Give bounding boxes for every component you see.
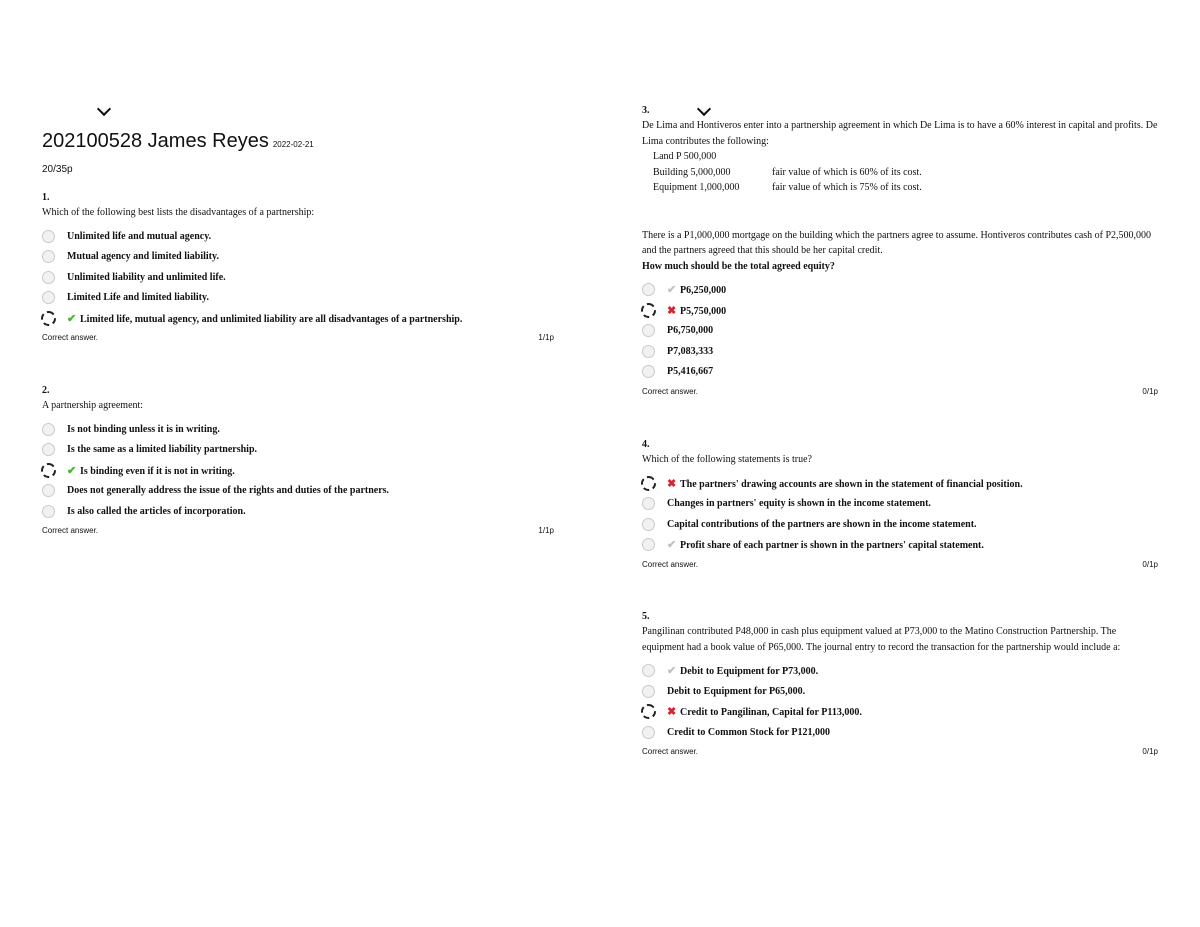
answer-option[interactable] <box>42 481 554 502</box>
points: 1/1p <box>538 526 554 536</box>
option-label: P5,416,667 <box>667 366 714 378</box>
option-label: Credit to Common Stock for P121,000 <box>667 726 830 738</box>
page-title <box>42 130 314 153</box>
option-label: Unlimited life and mutual agency. <box>67 230 212 242</box>
option-label: Is also called the articles of incorporation. <box>67 505 246 517</box>
points: 1/1p <box>538 333 554 343</box>
option-label: Changes in partners' equity is shown in the income statement. <box>667 498 931 510</box>
radio-button[interactable] <box>42 484 55 497</box>
submission-date: 2022-02-21 <box>272 140 314 149</box>
radio-button[interactable] <box>42 423 55 436</box>
answer-option[interactable] <box>42 502 554 523</box>
radio-button[interactable] <box>42 443 55 456</box>
points: 0/1p <box>1142 559 1158 569</box>
check-icon: ✔ <box>667 665 677 677</box>
answer-option[interactable] <box>642 682 1158 703</box>
radio-button[interactable] <box>42 250 55 263</box>
question-footer <box>642 560 1158 574</box>
question-text: Which of the following best lists the disadvantages of a partnership: <box>42 207 315 218</box>
feedback-text: Correct answer. <box>42 333 99 343</box>
check-icon: ✔ <box>667 284 677 296</box>
question-number: 2. <box>42 385 50 396</box>
question-prompt: How much should be the total agreed equity? <box>642 260 835 272</box>
answer-option[interactable] <box>642 515 1158 536</box>
answer-options <box>642 474 1158 556</box>
radio-button[interactable] <box>642 365 655 378</box>
answer-options <box>642 280 1158 383</box>
cross-icon: ✖ <box>667 304 677 317</box>
radio-button[interactable] <box>42 505 55 518</box>
question-number: 1. <box>42 192 50 203</box>
answer-option[interactable] <box>642 342 1158 363</box>
points: 0/1p <box>1142 386 1158 396</box>
points: 0/1p <box>1142 747 1158 757</box>
feedback-text: Correct answer. <box>642 747 699 757</box>
answer-option[interactable] <box>642 362 1158 383</box>
check-icon: ✔ <box>67 464 77 477</box>
question-number: 3. <box>642 105 650 116</box>
option-label: Unlimited liability and unlimited life. <box>67 271 226 283</box>
option-label: Capital contributions of the partners are shown in the income statement. <box>667 518 977 530</box>
question-4 <box>642 438 1158 574</box>
cross-icon: ✖ <box>667 477 677 490</box>
check-icon: ✔ <box>67 312 77 325</box>
option-label: Is binding even if it is not in writing. <box>80 465 235 477</box>
question-number: 5. <box>642 611 650 622</box>
question-text: Pangilinan contributed P48,000 in cash plus equipment valued at P73,000 to the Matino Construction Partnership. The equipment had a book value of P65,000. The journal entry to record the transaction for the partnership would include a: <box>642 626 1121 653</box>
question-footer <box>642 387 1158 401</box>
option-label: The partners' drawing accounts are shown in the statement of financial position. <box>680 478 1023 490</box>
asset-label: Land P 500,000 <box>653 151 717 162</box>
asset-label: Building 5,000,000 <box>653 166 731 178</box>
radio-button[interactable] <box>641 476 656 491</box>
radio-button[interactable] <box>42 291 55 304</box>
chevron-down-icon[interactable] <box>97 102 111 116</box>
option-label: Profit share of each partner is shown in the partners' capital statement. <box>680 540 984 552</box>
feedback-text: Correct answer. <box>42 526 99 536</box>
radio-button[interactable] <box>41 463 56 478</box>
question-footer <box>642 747 1158 761</box>
radio-button[interactable] <box>642 518 655 531</box>
option-label: Credit to Pangilinan, Capital for P113,000. <box>680 707 862 719</box>
option-label: Mutual agency and limited liability. <box>67 251 219 263</box>
answer-option[interactable] <box>642 301 1158 322</box>
answer-option[interactable] <box>642 535 1158 556</box>
option-label: Is not binding unless it is in writing. <box>67 423 220 435</box>
total-score: 20/35p <box>42 164 73 175</box>
cross-icon: ✖ <box>667 706 677 719</box>
feedback-text: Correct answer. <box>642 386 699 396</box>
asset-row <box>642 165 1158 181</box>
question-paragraph: There is a P1,000,000 mortgage on the building which the partners agree to assume. Hontiveros contributes cash of P2,500,000 and the partners agreed that this should be her capital credit. <box>642 229 1152 256</box>
answer-options <box>642 661 1158 743</box>
option-label: Debit to Equipment for P73,000. <box>680 666 819 677</box>
question-3 <box>642 104 1158 401</box>
question-number: 4. <box>642 439 650 450</box>
radio-button[interactable] <box>41 311 56 326</box>
option-label: Does not generally address the issue of the rights and duties of the partners. <box>67 485 390 497</box>
option-label: P6,750,000 <box>667 325 714 337</box>
radio-button[interactable] <box>642 726 655 739</box>
answer-options <box>42 227 554 330</box>
asset-list <box>642 149 1158 196</box>
question-footer <box>42 526 554 540</box>
answer-option[interactable] <box>42 247 554 268</box>
radio-button[interactable] <box>42 271 55 284</box>
answer-option[interactable] <box>642 280 1158 301</box>
answer-option[interactable] <box>642 702 1158 723</box>
option-label: Limited life, mutual agency, and unlimited liability are all disadvantages of a partnership. <box>80 313 463 325</box>
answer-option[interactable] <box>42 288 554 309</box>
student-name: 202100528 James Reyes <box>42 130 269 152</box>
question-text: De Lima and Hontiveros enter into a partnership agreement in which De Lima is to have a 60% interest in capital and profits. De Lima contributes the following: <box>642 120 1158 147</box>
answer-option[interactable] <box>642 723 1158 744</box>
option-label: P6,250,000 <box>680 285 727 296</box>
asset-label: Equipment 1,000,000 <box>653 182 740 193</box>
option-label: P7,083,333 <box>667 345 714 357</box>
radio-button[interactable] <box>642 497 655 510</box>
radio-button[interactable] <box>642 324 655 337</box>
question-1 <box>42 191 554 347</box>
answer-options <box>42 420 554 523</box>
answer-option[interactable] <box>642 321 1158 342</box>
asset-note: fair value of which is 60% of its cost. <box>772 166 922 178</box>
answer-option[interactable] <box>42 227 554 248</box>
radio-button[interactable] <box>641 704 656 719</box>
check-icon: ✔ <box>667 539 677 552</box>
answer-option[interactable] <box>42 309 554 330</box>
radio-button[interactable] <box>642 283 655 296</box>
question-text: Which of the following statements is true? <box>642 454 812 465</box>
radio-button[interactable] <box>642 345 655 358</box>
feedback-text: Correct answer. <box>642 559 699 569</box>
question-footer <box>42 333 554 347</box>
answer-option[interactable] <box>42 440 554 461</box>
answer-option[interactable] <box>42 420 554 441</box>
answer-option[interactable] <box>42 268 554 289</box>
answer-option[interactable] <box>42 461 554 482</box>
answer-option[interactable] <box>642 474 1158 495</box>
radio-button[interactable] <box>642 538 655 551</box>
asset-row <box>642 149 1158 165</box>
option-label: Debit to Equipment for P65,000. <box>667 685 806 697</box>
option-label: Is the same as a limited liability partnership. <box>67 444 258 456</box>
question-text: A partnership agreement: <box>42 400 144 411</box>
radio-button[interactable] <box>42 230 55 243</box>
answer-option[interactable] <box>642 494 1158 515</box>
radio-button[interactable] <box>641 303 656 318</box>
question-2 <box>42 384 554 540</box>
option-label: P5,750,000 <box>680 305 727 317</box>
asset-note: fair value of which is 75% of its cost. <box>772 182 922 193</box>
option-label: Limited Life and limited liability. <box>67 292 209 304</box>
answer-option[interactable] <box>642 661 1158 682</box>
radio-button[interactable] <box>642 685 655 698</box>
radio-button[interactable] <box>642 664 655 677</box>
question-5 <box>642 610 1158 761</box>
asset-row <box>642 180 1158 196</box>
